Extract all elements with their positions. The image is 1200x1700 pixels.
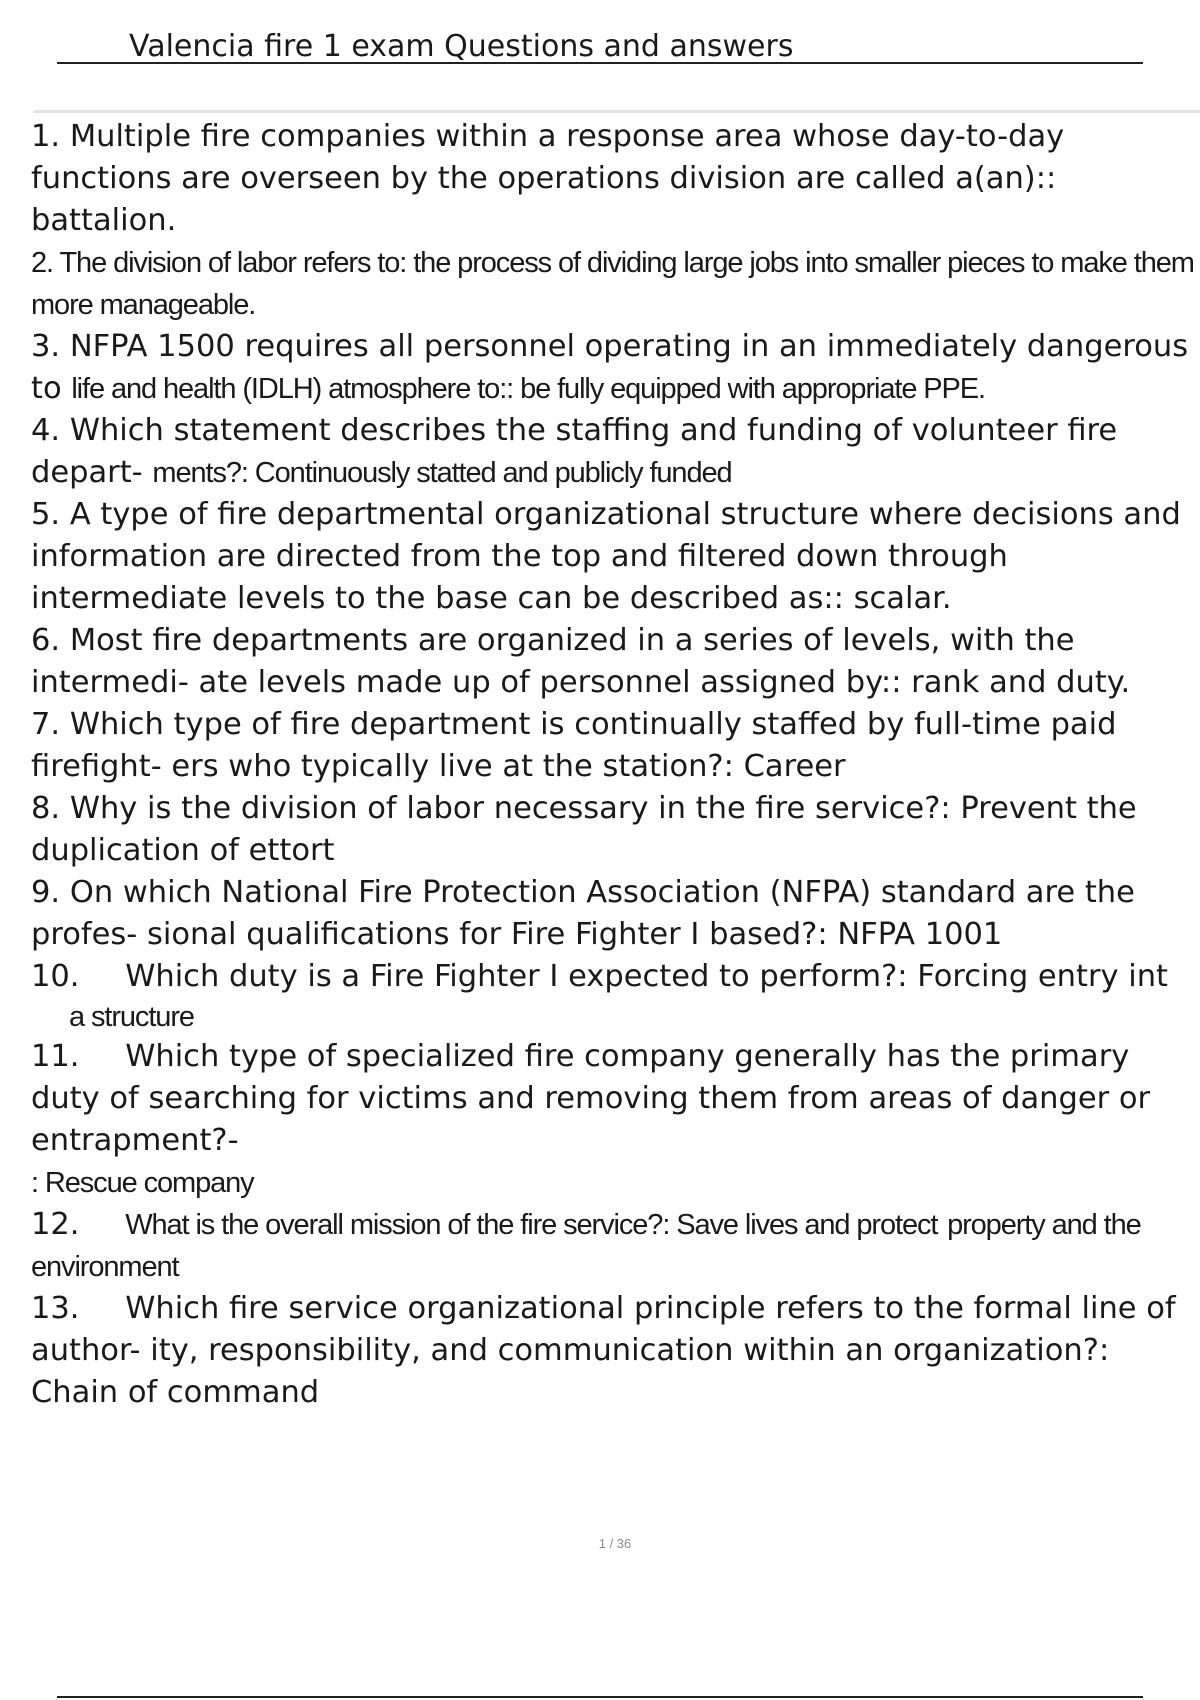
- question-number: 4.: [31, 413, 61, 448]
- question-number: 8.: [31, 791, 61, 826]
- question-text: On which National Fire Protection Association (NFPA) standard are the profes- sional qualifications for Fire Fighter I based?: NFPA 1001: [31, 875, 1135, 952]
- question-text: What is the overall mission of the fire service?: Save lives and protect: [125, 1209, 938, 1241]
- question-text: Which fire service organizational principle refers to the formal line of author- ity, responsibility, and communication within an organization?: Chain of command: [31, 1291, 1176, 1410]
- question-number: 2.: [31, 247, 53, 279]
- question-text-continued: life and health (IDLH) atmosphere to:: be fully equipped with appropriate PPE.: [71, 373, 985, 405]
- question-list: [31, 116, 1196, 1414]
- question-number: 5.: [31, 497, 61, 532]
- question-text: Which statement describes the staffing and funding of volunteer fire depart-: [31, 413, 1118, 490]
- question-text: Why is the division of labor necessary in the fire service?: Prevent the duplication of ettort: [31, 791, 1137, 868]
- document-title: Valencia fire 1 exam Questions and answers: [129, 29, 794, 64]
- question-item-11: [31, 1036, 1196, 1204]
- question-number: 3.: [31, 329, 61, 364]
- title-row: [57, 26, 1143, 64]
- question-item-4: [31, 410, 1196, 494]
- question-item-8: [31, 788, 1196, 872]
- question-text: A type of fire departmental organizational structure where decisions and information are directed from the top and filtered down through intermediate levels to the base can be described as:: scalar.: [31, 497, 1181, 616]
- question-item-10: [31, 956, 1196, 1036]
- page-number: 1 / 36: [598, 1536, 632, 1551]
- question-number: 1.: [31, 119, 61, 154]
- question-text: Multiple fire companies within a response area whose day-to-day functions are overseen by the operations division are called a(an):: battalion.: [31, 119, 1065, 238]
- question-item-2: [31, 242, 1196, 326]
- question-item-3: [31, 326, 1196, 410]
- question-text-continued: a structure: [69, 1001, 194, 1033]
- question-text: Which duty is a Fire Fighter I expected to perform?: Forcing entry int: [125, 959, 1168, 994]
- footer-rule: [57, 1696, 1143, 1698]
- question-text: The division of labor refers to: the process of dividing large jobs into smaller pieces to make them more manageable.: [31, 247, 1194, 321]
- question-text: Which type of fire department is continually staffed by full-time paid firefight- ers who typically live at the station?: Career: [31, 707, 1117, 784]
- question-number: 6.: [31, 623, 61, 658]
- question-item-13: [31, 1288, 1196, 1414]
- question-item-7: [31, 704, 1196, 788]
- question-number: 9.: [31, 875, 61, 910]
- question-answer: : Rescue company: [31, 1167, 254, 1199]
- question-item-5: [31, 494, 1196, 620]
- question-number: 13.: [31, 1291, 80, 1326]
- question-item-6: [31, 620, 1196, 704]
- question-text: Most fire departments are organized in a series of levels, with the intermedi- ate levels made up of personnel assigned by:: rank and duty.: [31, 623, 1131, 700]
- question-text-continued: property and the environment: [31, 1209, 1141, 1283]
- question-text: NFPA 1500 requires all personnel operating in an immediately dangerous to: [31, 329, 1189, 406]
- question-number: 7.: [31, 707, 61, 742]
- question-item-1: [31, 116, 1196, 242]
- question-number: 10.: [31, 959, 80, 994]
- question-text: Which type of specialized fire company generally has the primary duty of searching for victims and removing them from areas of danger or entrapment?-: [31, 1039, 1151, 1158]
- question-text-continued: ments?: Continuously statted and publicly funded: [152, 457, 732, 489]
- question-item-12: [31, 1204, 1196, 1288]
- question-number: 12.: [31, 1207, 80, 1242]
- divider: [34, 110, 1200, 113]
- question-number: 11.: [31, 1039, 80, 1074]
- question-item-9: [31, 872, 1196, 956]
